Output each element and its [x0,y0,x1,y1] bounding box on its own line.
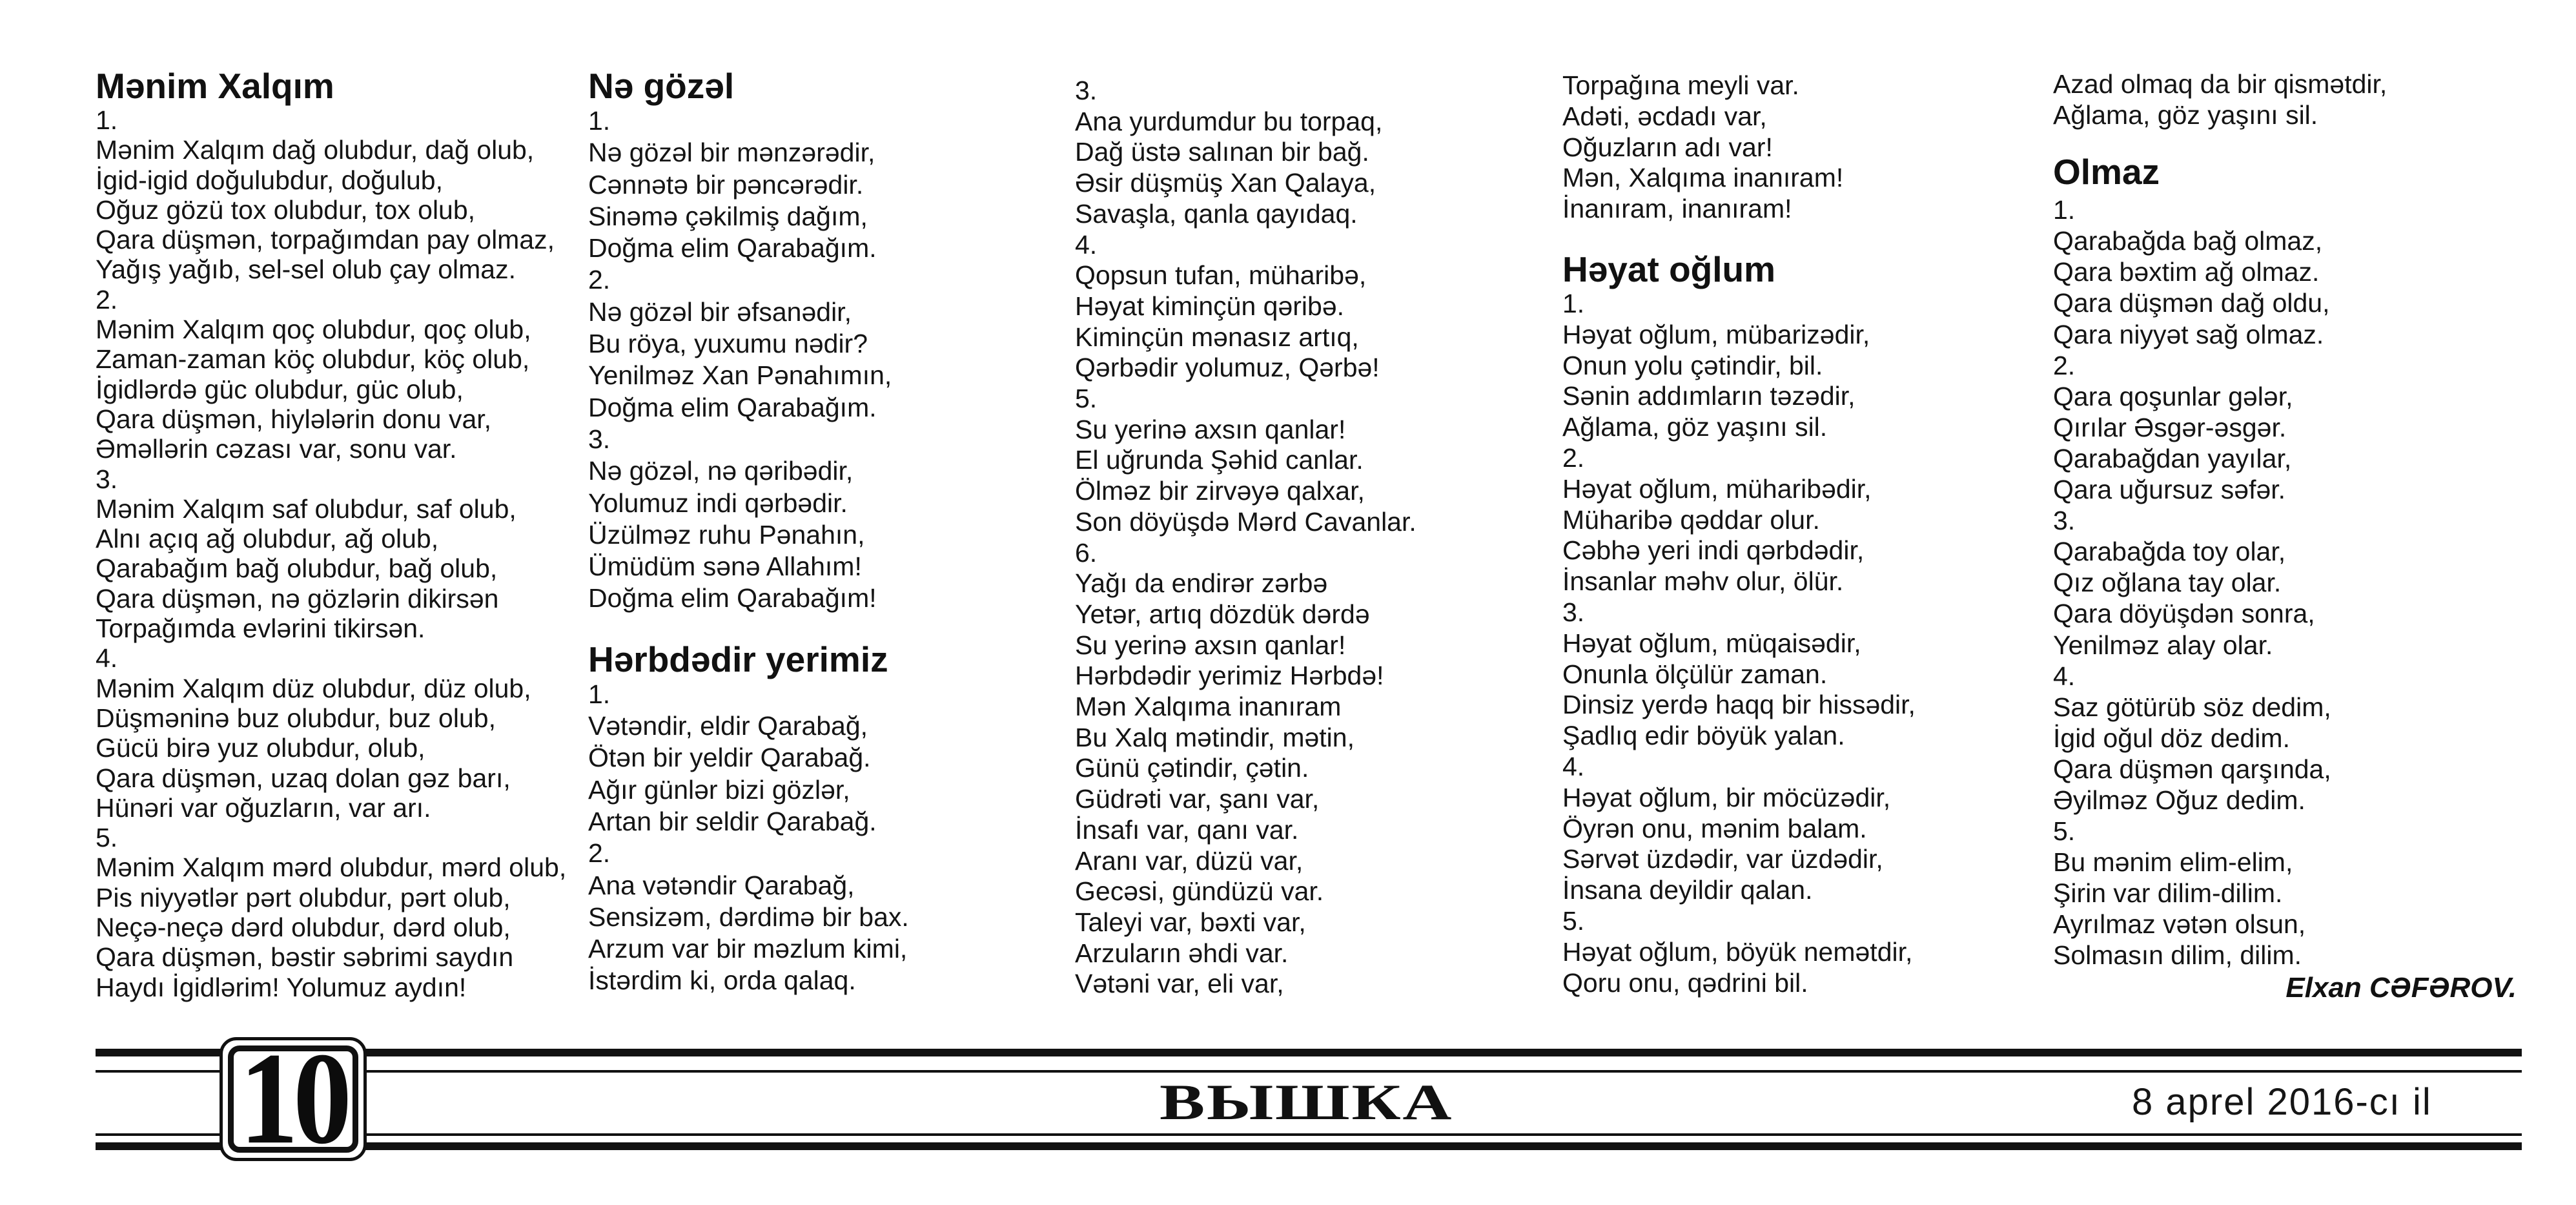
stanza-number: 6. [1075,537,1098,568]
poem-line: Yetər, artıq dözdük dərdə [1075,599,1370,629]
poem-line: Gücü birə yuz olubdur, olub, [96,733,425,763]
stanza-number: 5. [2053,816,2076,847]
poem-line: Ötən bir yeldir Qarabağ. [588,743,871,773]
footer-rule [96,1070,2522,1073]
poem-segment [588,67,1059,615]
stanza-number: 4. [96,643,118,674]
stanza-number: 1. [588,679,611,709]
column-body [1075,76,1549,1000]
poem-line: Ağlama, göz yaşını sil. [1562,412,1828,442]
stanza-number: 2. [1562,442,1585,473]
poem-line: Mənim Xalqım saf olubdur, saf olub, [96,493,516,524]
stanza-number: 4. [2053,661,2076,691]
stanza-number: 1. [588,106,611,136]
poem-line: Savaşla, qanla qayıdaq. [1075,198,1358,229]
poem-line: Vətəni var, eli var, [1075,969,1284,999]
poem-column [2053,0,2517,1005]
column-body [2053,68,2517,971]
poem-line: Nə gözəl bir mənzərədir, [588,138,875,168]
newspaper-masthead [1048,1073,1565,1131]
footer-rule [96,1133,2522,1136]
poem-line: Qarabağdan yayılar, [2053,443,2292,473]
poem-column [1075,0,1549,1000]
poem-line: Torpağına meyli var. [1562,70,1799,100]
column-body [1562,70,2040,998]
poem-line: Qara döyüşdən sonra, [2053,599,2315,629]
poem-line: Həyat oğlum, bir möcüzədir, [1562,782,1891,812]
stanza-number: 4. [1075,229,1098,260]
newspaper-name: ВЫШКА [1160,1074,1454,1130]
poem-line: Mən, Xalqıma inanıram! [1562,163,1844,193]
stanza-number: 2. [2053,350,2076,380]
poem-line: Kiminçün mənasız artıq, [1075,322,1359,352]
poem-line: Solmasın dilim, dilim. [2053,940,2302,971]
poem-line: Bu mənim elim-elim, [2053,847,2293,878]
poem-line: Mən Xalqıma inanıram [1075,692,1342,722]
poem-title: Mənim Xalqım [96,66,334,106]
poem-line: Yenilməz Xan Pənahımın, [588,360,892,391]
poem-line: Qız oğlana tay olar. [2053,568,2282,598]
poem-segment [1562,70,2040,225]
poem-line: İgidlərdə güc olubdur, güc olub, [96,374,464,404]
stanza-number: 1. [2053,195,2076,225]
poem-line: Dağ üstə salınan bir bağ. [1075,137,1369,167]
poem-line: Yolumuz indi qərbədir. [588,488,848,518]
poem-line: Dinsiz yerdə haqq bir hissədir, [1562,690,1916,720]
poem-line: İnsana deyildir qalan. [1562,875,1813,905]
poem-segment [2053,68,2517,130]
poem-column [588,0,1059,997]
poem-line: Onunla ölçülür zaman. [1562,659,1828,689]
stanza-number: 3. [1562,597,1585,627]
poem-line: Artan bir seldir Qarabağ. [588,806,877,836]
poem-line: Hünəri var oğuzların, var arı. [96,792,431,823]
poem-line: Müharibə qəddar olur. [1562,504,1820,535]
poem-segment [1075,76,1549,1000]
poem-line: Bu Xalq mətindir, mətin, [1075,722,1354,752]
stanza-number: 5. [96,823,118,853]
poem-line: İnsanlar məhv olur, ölür. [1562,566,1844,597]
poem-line: Vətəndir, eldir Qarabağ, [588,711,868,741]
page-number: 10 [240,1025,347,1171]
poem-line: Zaman-zaman köç olubdur, köç olub, [96,344,530,375]
poem-line: Qara niyyət sağ olmaz. [2053,319,2324,349]
poem-line: Yenilməz alay olar. [2053,630,2273,660]
poem-line: Ana vətəndir Qarabağ, [588,870,855,900]
poem-line: Qara düşmən, nə gözlərin dikirsən [96,583,499,613]
poem-line: Su yerinə axsın qanlar! [1075,630,1346,660]
poem-title: Olmaz [2053,152,2160,192]
stanza-number: 2. [588,838,611,869]
poem-line: Haydı İgidlərim! Yolumuz aydın! [96,972,467,1002]
poem-line: El uğrunda Şəhid canlar. [1075,445,1364,475]
poem-line: Mənim Xalqım dağ olubdur, dağ olub, [96,135,535,165]
poem-line: Qərbədir yolumuz, Qərbə! [1075,353,1380,383]
poem-line: İstərdim ki, orda qalaq. [588,965,856,996]
poem-line: Öyrən onu, mənim balam. [1562,813,1867,843]
poem-line: Su yerinə axsın qanlar! [1075,414,1346,444]
poem-line: Yağış yağıb, sel-sel olub çay olmaz. [96,254,516,285]
poem-line: Qara düşmən, hiylələrin donu var, [96,404,492,434]
footer-rule [96,1049,2522,1056]
poem-line: Güdrəti var, şanı var, [1075,784,1320,814]
column-body [96,67,573,1002]
poem-line: Ayrılmaz vətən olsun, [2053,909,2306,940]
poem-line: İgid-igid doğulubdur, doğulub, [96,165,443,195]
poem-line: Bu röya, yuxumu nədir? [588,329,868,359]
poem-line: Oğuz gözü tox olubdur, tox olub, [96,194,476,225]
poem-line: Ölməz bir zirvəyə qalxar, [1075,476,1365,506]
poem-line: Mənim Xalqım düz olubdur, düz olub, [96,673,531,703]
poem-line: Əməllərin cəzası var, sonu var. [96,434,457,464]
poem-line: Ana yurdumdur bu torpaq, [1075,106,1383,136]
poem-line: Gecəsi, gündüzü var. [1075,876,1324,907]
stanza-number: 1. [1562,288,1585,318]
stanza-number: 2. [588,265,611,295]
poem-line: Doğma elim Qarabağım. [588,392,877,422]
poem-line: Pis niyyətlər pərt olubdur, pərt olub, [96,882,511,912]
author-signature: Elxan CƏFƏROV. [2285,971,2517,1004]
poem-line: Düşməninə buz olubdur, buz olub, [96,703,496,733]
issue-date: 8 aprel 2016-cı il [2132,1081,2432,1123]
poem-line: Əsir düşmüş Xan Qalaya, [1075,168,1376,198]
poem-line: Qara bəxtim ağ olmaz. [2053,257,2320,287]
poem-line: Arzum var bir məzlum kimi, [588,934,908,964]
poem-line: İnanıram, inanıram! [1562,194,1792,224]
poem-column [96,0,573,1002]
poem-line: Şirin var dilim-dilim. [2053,878,2283,909]
poem-line: Həyat oğlum, böyük nemətdir, [1562,936,1913,967]
poem-line: Sinəmə çəkilmiş dağım, [588,201,868,231]
column-body [588,67,1059,997]
poem-line: Qara düşmən, torpağımdan pay olmaz, [96,225,555,255]
poem-line: Mənim Xalqım mərd olubdur, mərd olub, [96,852,567,883]
poem-line: İgid oğul döz dedim. [2053,723,2290,753]
stanza-number: 2. [96,284,118,314]
poem-line: Onun yolu çətindir, bil. [1562,350,1823,380]
poem-line: Hərbdədir yerimiz Hərbdə! [1075,661,1384,691]
poem-line: Alnı açıq ağ olubdur, ağ olub, [96,524,439,554]
poem-line: Günü çətindir, çətin. [1075,753,1309,783]
poem-line: Ağlama, göz yaşını sil. [2053,100,2318,130]
poem-line: Sərvət üzdədir, var üzdədir, [1562,844,1883,874]
poem-title: Nə gözəl [588,66,735,106]
poem-line: Adəti, əcdadı var, [1562,101,1767,131]
poem-line: Taleyi var, bəxti var, [1075,907,1306,937]
poem-segment [1562,250,2040,998]
poem-line: Həyat kiminçün qəribə. [1075,291,1345,321]
poem-line: Qarabağda bağ olmaz, [2053,226,2323,256]
poem-line: Oğuzların adı var! [1562,132,1773,162]
poem-line: Qara uğursuz səfər. [2053,475,2286,505]
poem-line: Doğma elim Qarabağım. [588,233,877,263]
poem-line: Üzülməz ruhu Pənahın, [588,519,865,550]
poem-segment [2053,152,2517,971]
poem-line: Nə gözəl, nə qəribədir, [588,456,854,486]
page-number-frame [228,1025,358,1171]
poem-line: Həyat oğlum, müharibədir, [1562,473,1872,504]
stanza-number: 5. [1562,905,1585,936]
poem-line: Son döyüşdə Mərd Cavanlar. [1075,506,1416,537]
poem-line: Qara düşmən, uzaq dolan gəz barı, [96,763,511,793]
footer-rule [96,1142,2522,1150]
poem-line: Həyat oğlum, mübarizədir, [1562,319,1870,349]
poem-line: Cənnətə bir pəncərədir. [588,169,864,200]
poem-line: Saz götürüb söz dedim, [2053,692,2331,722]
poem-line: Nə gözəl bir əfsanədir, [588,296,852,327]
poem-line: Şadlıq edir böyük yalan. [1562,721,1845,751]
poem-line: Arzuların əhdi var. [1075,938,1289,968]
poem-line: Aranı var, düzü var, [1075,845,1303,876]
stanza-number: 3. [588,424,611,454]
page-number-box [220,1025,367,1171]
poem-segment [588,640,1059,997]
stanza-number: 3. [96,464,118,494]
poem-line: Sensizəm, dərdimə bir bax. [588,901,909,932]
poem-line: Qırılar Əsgər-əsgər. [2053,412,2287,442]
poem-line: Cəbhə yeri indi qərbdədir, [1562,535,1865,566]
poem-line: Qara düşmən dağ oldu, [2053,288,2330,318]
poem-line: Torpağımda evlərini tikirsən. [96,613,425,644]
poem-line: Qoru onu, qədrini bil. [1562,967,1808,998]
poem-line: Azad olmaq da bir qismətdir, [2053,69,2387,99]
poem-line: Mənim Xalqım qoç olubdur, qoç olub, [96,314,531,345]
stanza-number: 3. [2053,506,2076,536]
poem-column [1562,0,2040,998]
poem-line: Doğma elim Qarabağım! [588,583,877,613]
poem-line: Həyat oğlum, müqaisədir, [1562,628,1861,658]
poem-line: İnsafı var, qanı var. [1075,814,1299,845]
poem-line: Ağır günlər bizi gözlər, [588,774,850,805]
stanza-number: 4. [1562,751,1585,781]
stanza-number: 3. [1075,76,1098,105]
stanza-number: 1. [96,105,118,135]
poem-line: Ümüdüm sənə Allahım! [588,551,862,582]
poem-line: Qarabağda toy olar, [2053,537,2286,567]
poem-title: Həyat oğlum [1562,249,1776,289]
poem-line: Qopsun tufan, müharibə, [1075,260,1367,291]
poem-line: Neçə-neçə dərd olubdur, dərd olub, [96,912,511,943]
poem-title: Hərbdədir yerimiz [588,639,888,679]
poem-segment [96,67,573,1002]
poem-line: Qara qoşunlar gələr, [2053,381,2293,411]
poem-line: Əyilməz Oğuz dedim. [2053,785,2305,815]
poem-line: Yağı da endirər zərbə [1075,568,1328,599]
poem-line: Qarabağım bağ olubdur, bağ olub, [96,553,498,584]
stanza-number: 5. [1075,384,1098,414]
poem-line: Qara düşmən qarşında, [2053,754,2331,784]
poem-line: Qara düşmən, bəstir səbrimi saydın [96,942,514,973]
poem-line: Sənin addımların təzədir, [1562,381,1855,411]
